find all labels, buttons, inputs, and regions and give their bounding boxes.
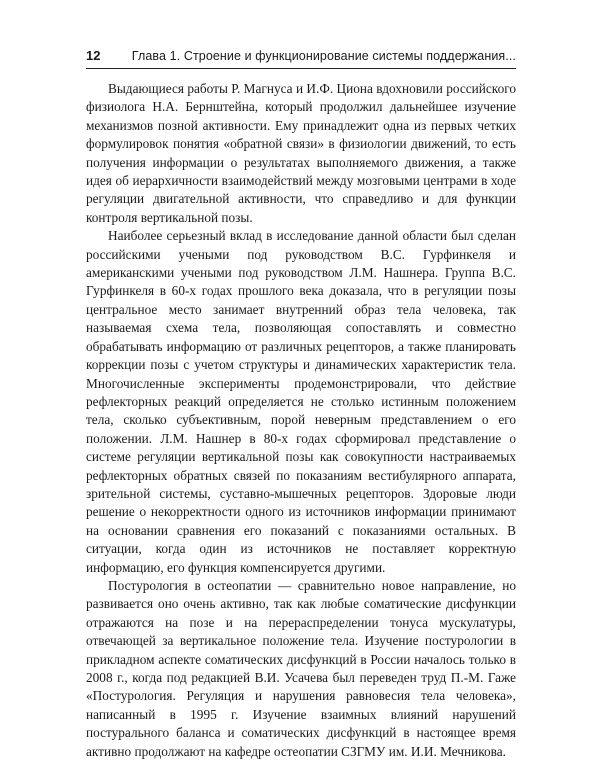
running-head	[86, 46, 516, 66]
body-text	[86, 80, 516, 761]
paragraph-2: Наиболее серьезный вклад в исследование данной области был сделан российскими учеными под руководством В.С. Гурфинкеля и американскими учеными под руководством Л.М. Нашнера. Группа В.С. Гурфинкеля в 60-х годах прошлого века доказала, что в регуляции позы центральное место занимает внутренний образ тела человека, так называемая схема тела, позволяющая сопоставлять и совместно обрабатывать информацию от различных рецепторов, а также планировать коррекции позы с учетом структуры и динамических характеристик тела. Многочисленные эксперименты продемонстрировали, что действие рефлекторных реакций определяется не столько истинным положением тела, сколько субъективным, порой неверным представлением о его положении. Л.М. Нашнер в 80-х годах сформировал представление о системе регуляции вертикальной позы как совокупности настраиваемых рефлекторных обратных связей по показаниям вестибулярного аппарата, зрительной системы, суставно-мышечных рецепторов. Здоровые люди решение о некорректности одного из источников информации принимают на основании сравнения его показаний с показаниями остальных. В ситуации, когда один из источников не поставляет корректную информацию, его функция компенсируется другими.	[86, 228, 516, 575]
chapter-title: Глава 1. Строение и функционирование системы поддержания...	[131, 49, 516, 63]
header-rule	[86, 68, 516, 69]
paragraph-1: Выдающиеся работы Р. Магнуса и И.Ф. Циона вдохновили российского физиолога Н.А. Бернштейна, который продолжил дальнейшее изучение механизмов позной активности. Ему принадлежит одна из первых четких формулировок понятия «обратной связи» в физиологии движений, то есть получения информации о результатах выполняемого движения, а также идея об иерархичности взаимодействий между мозговыми центрами в ходе регуляции двигательной активности, что справедливо и для функции контроля вертикальной позы.	[86, 81, 516, 225]
page-number: 12	[86, 48, 101, 63]
paragraph-3: Постурология в остеопатии — сравнительно новое направление, но развивается оно очень активно, так как любые соматические дисфункции отражаются на позе и на перераспределении тонуса мускулатуры, отвечающей за вертикальное положение тела. Изучение постурологии в прикладном аспекте соматических дисфункций в России началось только в 2008 г., когда под редакцией В.И. Усачева был переведен труд П.-М. Гаже «Постурология. Регуляция и нарушения равновесия тела человека», написанный в 1995 г. Изучение взаимных влияний нарушений постурального баланса и соматических дисфункций в настоящее время активно продолжают на кафедре остеопатии СЗГМУ им. И.И. Мечникова.	[86, 577, 516, 759]
